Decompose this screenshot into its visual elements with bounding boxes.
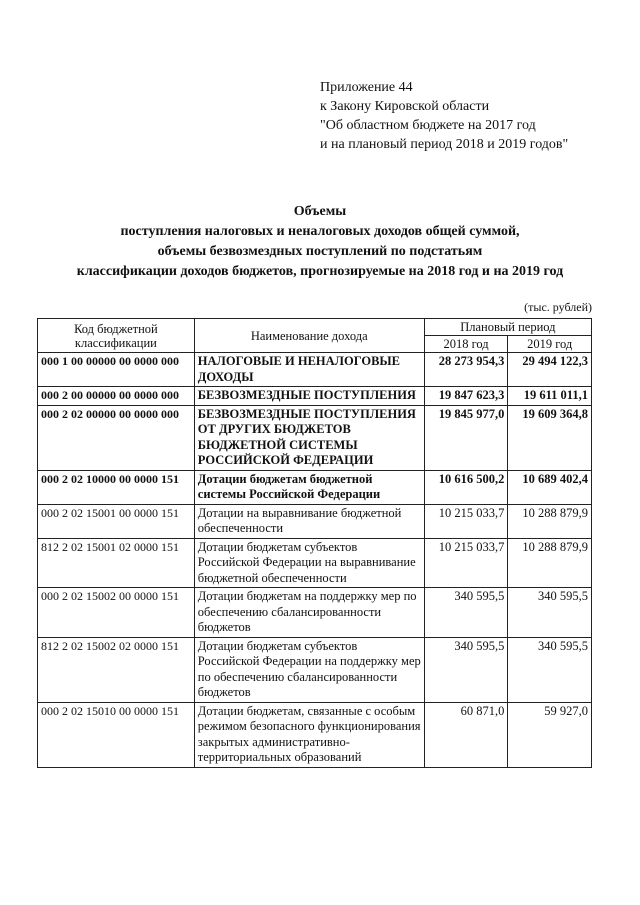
table-row: [38, 353, 592, 387]
title-line: объемы безвозмездных поступлений по подстатьям: [157, 244, 483, 259]
budget-code-cell: 812 2 02 15002 02 0000 151: [38, 637, 195, 702]
value-2018-cell: 10 616 500,2: [424, 470, 508, 504]
budget-code-cell: 000 2 02 15010 00 0000 151: [38, 702, 195, 767]
budget-code-cell: 000 2 02 15002 00 0000 151: [38, 588, 195, 638]
budget-table: [37, 318, 592, 768]
table-row: [38, 470, 592, 504]
income-name-cell: БЕЗВОЗМЕЗДНЫЕ ПОСТУПЛЕНИЯ: [194, 387, 424, 406]
appendix-line: "Об областном бюджете на 2017 год: [320, 118, 536, 133]
income-name-cell: Дотации бюджетам бюджетной системы Российской Федерации: [194, 470, 424, 504]
income-name-cell: БЕЗВОЗМЕЗДНЫЕ ПОСТУПЛЕНИЯ ОТ ДРУГИХ БЮДЖЕТОВ БЮДЖЕТНОЙ СИСТЕМЫ РОССИЙСКОЙ ФЕДЕРАЦИИ: [194, 405, 424, 470]
income-name-cell: НАЛОГОВЫЕ И НЕНАЛОГОВЫЕ ДОХОДЫ: [194, 353, 424, 387]
budget-code-cell: 000 1 00 00000 00 0000 000: [38, 353, 195, 387]
value-2019-cell: 340 595,5: [508, 637, 592, 702]
table-body: [38, 353, 592, 768]
title-line: поступления налоговых и неналоговых доходов общей суммой,: [120, 224, 520, 239]
table-row: [38, 405, 592, 470]
table-row: [38, 588, 592, 638]
table-row: [38, 504, 592, 538]
income-name-cell: Дотации на выравнивание бюджетной обеспеченности: [194, 504, 424, 538]
value-2019-cell: 19 611 011,1: [508, 387, 592, 406]
title-line: классификации доходов бюджетов, прогнозируемые на 2018 год и на 2019 год: [76, 264, 564, 279]
header-year-2019: 2019 год: [508, 336, 592, 353]
value-2019-cell: 10 288 879,9: [508, 538, 592, 588]
income-name-cell: Дотации бюджетам субъектов Российской Федерации на поддержку мер по обеспечению сбалансированности бюджетов: [194, 637, 424, 702]
table-row: [38, 387, 592, 406]
value-2018-cell: 19 845 977,0: [424, 405, 508, 470]
document-title: [0, 202, 640, 282]
title-line: Объемы: [293, 204, 347, 219]
value-2019-cell: 29 494 122,3: [508, 353, 592, 387]
value-2019-cell: 19 609 364,8: [508, 405, 592, 470]
budget-code-cell: 812 2 02 15001 02 0000 151: [38, 538, 195, 588]
appendix-line: Приложение 44: [320, 80, 413, 95]
table-row: [38, 538, 592, 588]
table-row: [38, 637, 592, 702]
header-period: Плановый период: [424, 319, 591, 336]
value-2018-cell: 28 273 954,3: [424, 353, 508, 387]
header-year-2018: 2018 год: [424, 336, 508, 353]
value-2018-cell: 60 871,0: [424, 702, 508, 767]
header-code: Код бюджетной классификации: [38, 319, 195, 353]
budget-code-cell: 000 2 02 10000 00 0000 151: [38, 470, 195, 504]
value-2018-cell: 340 595,5: [424, 637, 508, 702]
value-2019-cell: 59 927,0: [508, 702, 592, 767]
units-label: (тыс. рублей): [524, 300, 592, 314]
value-2018-cell: 340 595,5: [424, 588, 508, 638]
income-name-cell: Дотации бюджетам, связанные с особым режимом безопасного функционирования закрытых административно-территориальных образований: [194, 702, 424, 767]
income-name-cell: Дотации бюджетам на поддержку мер по обеспечению сбалансированности бюджетов: [194, 588, 424, 638]
appendix-line: и на плановый период 2018 и 2019 годов": [320, 137, 569, 152]
value-2019-cell: 10 288 879,9: [508, 504, 592, 538]
value-2018-cell: 10 215 033,7: [424, 504, 508, 538]
header-name: Наименование дохода: [194, 319, 424, 353]
budget-code-cell: 000 2 02 00000 00 0000 000: [38, 405, 195, 470]
income-name-cell: Дотации бюджетам субъектов Российской Федерации на выравнивание бюджетной обеспеченности: [194, 538, 424, 588]
budget-code-cell: 000 2 00 00000 00 0000 000: [38, 387, 195, 406]
value-2019-cell: 10 689 402,4: [508, 470, 592, 504]
budget-code-cell: 000 2 02 15001 00 0000 151: [38, 504, 195, 538]
value-2018-cell: 10 215 033,7: [424, 538, 508, 588]
value-2019-cell: 340 595,5: [508, 588, 592, 638]
value-2018-cell: 19 847 623,3: [424, 387, 508, 406]
table-row: [38, 702, 592, 767]
header-row: [38, 319, 592, 336]
appendix-line: к Закону Кировской области: [320, 99, 490, 114]
appendix-note: [320, 78, 620, 154]
